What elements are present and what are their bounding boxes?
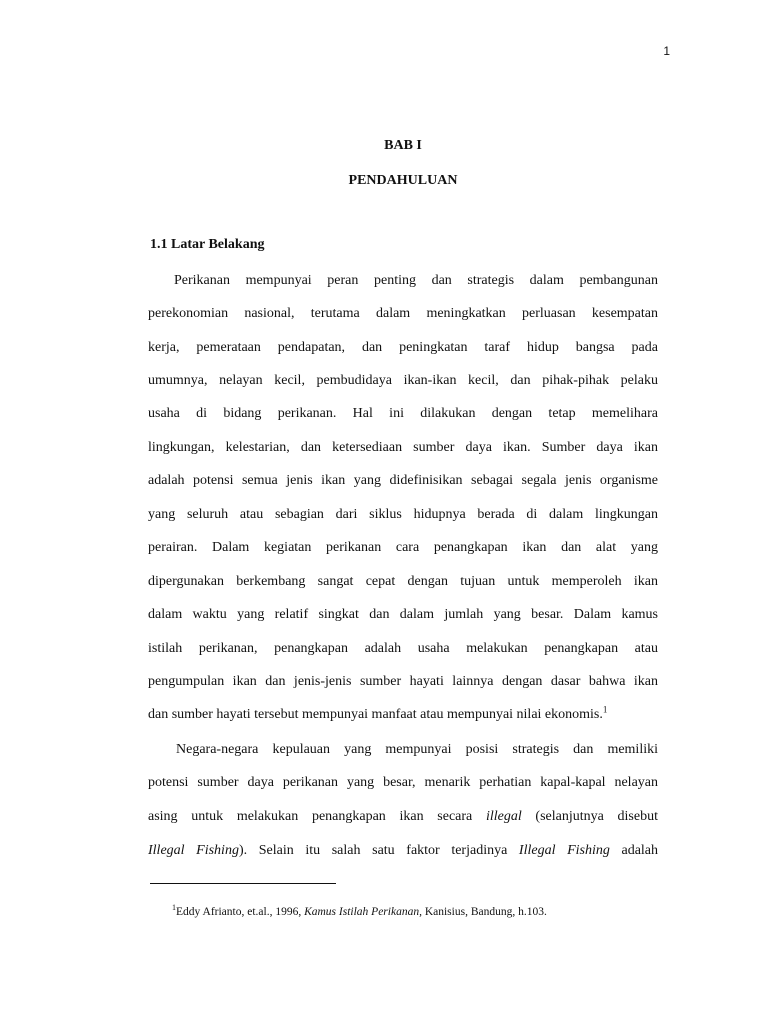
paragraph-line: Negara-negara kepulauan yang mempunyai posisi strategis dan memiliki [176,742,658,757]
paragraph-line: yang seluruh atau sebagian dari siklus hidupnya berada di dalam lingkungan [148,507,658,522]
paragraph-line: lingkungan, kelestarian, dan ketersediaan sumber daya ikan. Sumber daya ikan [148,440,658,455]
paragraph-line [148,842,658,860]
italic-term: illegal [485,809,522,824]
paragraph-line [148,808,658,826]
footnote [172,903,547,918]
chapter-title: PENDAHULUAN [348,173,458,188]
footnote-separator [150,883,336,884]
paragraph-line: dalam waktu yang relatif singkat dan dalam jumlah yang besar. Dalam kamus [148,607,658,622]
section-heading: 1.1 Latar Belakang [150,237,265,252]
page-number: 1 [663,44,670,58]
paragraph-text: adalah [609,843,659,858]
footnote-text: Eddy Afrianto, et.al., 1996, [176,906,305,918]
paragraph-text: (selanjutnya disebut [521,809,658,824]
paragraph-text: asing untuk melakukan penangkapan ikan secara [148,809,486,824]
chapter-label: BAB I [384,138,422,153]
paragraph-line: perekonomian nasional, terutama dalam meningkatkan perluasan kesempatan [148,306,658,321]
paragraph-line: istilah perikanan, penangkapan adalah usaha melakukan penangkapan atau [148,641,658,656]
paragraph-line: perairan. Dalam kegiatan perikanan cara penangkapan ikan dan alat yang [148,540,658,555]
paragraph-line: dipergunakan berkembang sangat cepat dengan tujuan untuk memperoleh ikan [148,574,658,589]
paragraph-line: adalah potensi semua jenis ikan yang didefinisikan sebagai segala jenis organisme [148,473,658,488]
paragraph-line: usaha di bidang perikanan. Hal ini dilakukan dengan tetap memelihara [148,406,658,421]
paragraph-line [148,706,658,724]
footnote-mark: 1 [172,903,176,913]
italic-term: Illegal Fishing [518,843,610,858]
footnote-book-title: Kamus Istilah Perikanan, [304,906,422,918]
paragraph-text: ). Selain itu salah satu faktor terjadinya [238,843,519,858]
paragraph-line: umumnya, nelayan kecil, pembudidaya ikan-ikan kecil, dan pihak-pihak pelaku [148,373,658,388]
paragraph-text: dan sumber hayati tersebut mempunyai manfaat atau mempunyai nilai ekonomis. [148,707,603,722]
paragraph-line: Perikanan mempunyai peran penting dan strategis dalam pembangunan [174,273,658,288]
paragraph-line: pengumpulan ikan dan jenis-jenis sumber hayati lainnya dengan dasar bahwa ikan [148,674,658,689]
footnote-text: Kanisius, Bandung, h.103. [421,906,547,918]
italic-term: Illegal Fishing [148,843,239,858]
paragraph-line: kerja, pemerataan pendapatan, dan peningkatan taraf hidup bangsa pada [148,340,658,355]
paragraph-line: potensi sumber daya perikanan yang besar, menarik perhatian kapal-kapal nelayan [148,775,658,790]
footnote-reference[interactable]: 1 [602,704,608,715]
